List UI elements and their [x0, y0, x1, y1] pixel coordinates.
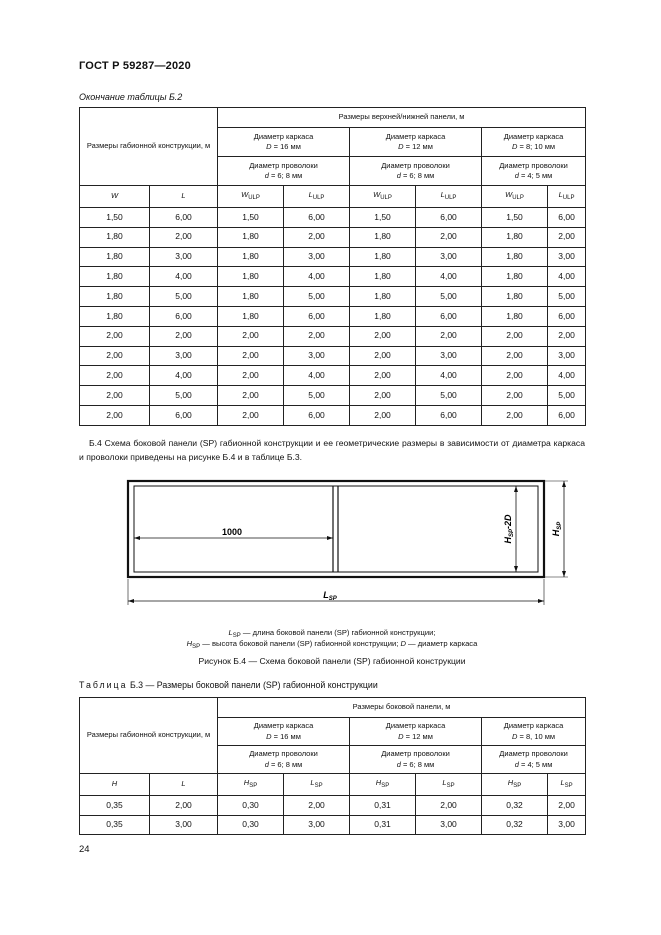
var-cell: H: [80, 774, 150, 796]
var-cell: $L_{ULP}$: [284, 186, 350, 208]
table-cell: 2,00: [80, 386, 150, 406]
table-cell: 2,00: [80, 366, 150, 386]
table-b2-caption: Окончание таблицы Б.2: [79, 92, 183, 102]
table-cell: 1,80: [80, 267, 150, 287]
var-cell: $H_{SP}$: [350, 774, 416, 796]
arrow-head: [514, 486, 518, 492]
table-cell: 4,00: [150, 366, 218, 386]
arrow-head: [327, 536, 333, 540]
table-cell: 6,00: [548, 405, 586, 425]
frame-diameter-cell: Диаметр каркаса D = 16 мм: [218, 718, 350, 746]
table-cell: 2,00: [350, 366, 416, 386]
wire-diameter-cell: Диаметр проволоки d = 4; 5 мм: [482, 157, 586, 186]
table-cell: 3,00: [548, 815, 586, 835]
table-row: [80, 405, 586, 425]
var-cell: $W_{ULP}$: [482, 186, 548, 208]
table-row: [80, 287, 586, 307]
table-cell: 4,00: [548, 267, 586, 287]
page-number: 24: [79, 844, 90, 855]
table-b3-variables-row: [80, 774, 586, 796]
arrow-head: [128, 599, 134, 603]
table-cell: 4,00: [284, 366, 350, 386]
table-cell: 4,00: [548, 366, 586, 386]
table-row: [80, 247, 586, 267]
table-cell: 2,00: [482, 386, 548, 406]
table-cell: 2,00: [416, 326, 482, 346]
table-cell: 1,80: [482, 247, 548, 267]
table-cell: 2,00: [80, 346, 150, 366]
table-cell: 3,00: [284, 346, 350, 366]
table-cell: 2,00: [482, 326, 548, 346]
table-cell: 1,80: [218, 287, 284, 307]
var-cell: $H_{SP}$: [482, 774, 548, 796]
table-cell: 2,00: [350, 326, 416, 346]
table-cell: 4,00: [284, 267, 350, 287]
wire-diameter-cell: Диаметр проволоки d = 6; 8 мм: [350, 746, 482, 774]
table-cell: 1,80: [350, 287, 416, 307]
table-cell: 0,30: [218, 815, 284, 835]
table-cell: 2,00: [218, 366, 284, 386]
table-cell: 0,31: [350, 796, 416, 816]
frame-diameter-cell: Диаметр каркаса D = 12 мм: [350, 128, 482, 157]
table-cell: 2,00: [80, 405, 150, 425]
table-cell: 1,50: [350, 208, 416, 228]
table-b3-size-header: Размеры габионной конструкции, м: [80, 698, 218, 774]
table-cell: 0,30: [218, 796, 284, 816]
table-cell: 1,80: [350, 247, 416, 267]
table-cell: 0,32: [482, 815, 548, 835]
table-cell: 0,35: [80, 815, 150, 835]
table-row: [80, 346, 586, 366]
wire-diameter-cell: Диаметр проволоки d = 6; 8 мм: [350, 157, 482, 186]
table-cell: 1,80: [350, 306, 416, 326]
table-b2-group-header: Размеры верхней/нижней панели, м: [218, 108, 586, 128]
table-cell: 2,00: [416, 227, 482, 247]
table-cell: 2,00: [284, 326, 350, 346]
table-cell: 6,00: [548, 306, 586, 326]
dim-1000-label: 1000: [221, 527, 243, 537]
table-cell: 2,00: [482, 405, 548, 425]
table-cell: 3,00: [284, 247, 350, 267]
var-cell: $L_{SP}$: [416, 774, 482, 796]
table-cell: 2,00: [482, 346, 548, 366]
table-cell: 3,00: [416, 346, 482, 366]
table-cell: 6,00: [548, 208, 586, 228]
table-cell: 3,00: [150, 815, 218, 835]
var-cell: L: [150, 774, 218, 796]
var-cell: $L_{SP}$: [284, 774, 350, 796]
figure-legend-line-2: $H_{SP}$ — высота боковой панели (SP) габионной конструкции; D — диаметр каркаса: [186, 639, 478, 650]
table-cell: 4,00: [416, 267, 482, 287]
table-cell: 6,00: [284, 208, 350, 228]
table-cell: 6,00: [150, 405, 218, 425]
table-cell: 1,80: [218, 247, 284, 267]
table-cell: 6,00: [416, 405, 482, 425]
arrow-head: [562, 481, 566, 487]
table-cell: 2,00: [284, 796, 350, 816]
table-cell: 2,00: [416, 796, 482, 816]
var-cell: $L_{ULP}$: [416, 186, 482, 208]
frame-diameter-cell: Диаметр каркаса D = 16 мм: [218, 128, 350, 157]
table-cell: 5,00: [416, 287, 482, 307]
table-cell: 5,00: [416, 386, 482, 406]
figure-b4-caption: Рисунок Б.4 — Схема боковой панели (SP) габионной конструкции: [198, 656, 466, 666]
table-cell: 0,35: [80, 796, 150, 816]
table-cell: 2,00: [218, 386, 284, 406]
table-cell: 1,80: [218, 267, 284, 287]
table-cell: 6,00: [416, 208, 482, 228]
table-row: [80, 815, 586, 835]
table-cell: 2,00: [150, 326, 218, 346]
table-cell: 1,80: [218, 306, 284, 326]
table-cell: 1,80: [482, 227, 548, 247]
frame-diameter-cell: Диаметр каркаса D = 8; 10 мм: [482, 128, 586, 157]
var-cell: $H_{SP}$: [218, 774, 284, 796]
table-cell: 0,32: [482, 796, 548, 816]
table-cell: 2,00: [150, 227, 218, 247]
table-cell: 3,00: [548, 247, 586, 267]
table-cell: 2,00: [548, 227, 586, 247]
arrow-head: [514, 566, 518, 572]
dim-lsp-label: $L_{SP}$: [323, 590, 337, 602]
table-cell: 5,00: [150, 386, 218, 406]
frame-diameter-cell: Диаметр каркаса D = 8, 10 мм: [482, 718, 586, 746]
table-b2: [79, 107, 586, 426]
panel-outer-frame: [128, 481, 544, 577]
var-cell: $L_{ULP}$: [548, 186, 586, 208]
table-cell: 3,00: [150, 346, 218, 366]
wire-diameter-cell: Диаметр проволоки d = 6; 8 мм: [218, 746, 350, 774]
var-cell: L: [150, 186, 218, 208]
var-cell: $L_{SP}$: [548, 774, 586, 796]
table-cell: 1,80: [80, 247, 150, 267]
table-cell: 2,00: [218, 346, 284, 366]
table-cell: 3,00: [416, 815, 482, 835]
table-cell: 5,00: [548, 386, 586, 406]
table-cell: 6,00: [150, 208, 218, 228]
table-cell: 2,00: [350, 386, 416, 406]
table-cell: 2,00: [284, 227, 350, 247]
table-cell: 3,00: [416, 247, 482, 267]
wire-diameter-cell: Диаметр проволоки d = 6; 8 мм: [218, 157, 350, 186]
table-cell: 6,00: [284, 405, 350, 425]
wire-diameter-cell: Диаметр проволоки d = 4; 5 мм: [482, 746, 586, 774]
table-cell: 1,80: [482, 306, 548, 326]
table-cell: 2,00: [548, 326, 586, 346]
table-row: [80, 306, 586, 326]
arrow-head: [538, 599, 544, 603]
table-cell: 2,00: [150, 796, 218, 816]
table-cell: 1,80: [80, 227, 150, 247]
table-cell: 1,80: [80, 287, 150, 307]
table-b3-group-header: Размеры боковой панели, м: [218, 698, 586, 718]
var-cell: $W_{ULP}$: [218, 186, 284, 208]
table-b2-variables-row: [80, 186, 586, 208]
table-cell: 2,00: [80, 326, 150, 346]
table-cell: 1,80: [350, 267, 416, 287]
table-cell: 5,00: [284, 386, 350, 406]
table-cell: 5,00: [284, 287, 350, 307]
table-b2-size-header: Размеры габионной конструкции, м: [80, 108, 218, 186]
dim-hsp-label: $H_{SP}$: [551, 521, 563, 537]
table-cell: 4,00: [150, 267, 218, 287]
figure-b4-diagram: [120, 474, 580, 606]
table-cell: 1,50: [218, 208, 284, 228]
table-cell: 2,00: [350, 405, 416, 425]
table-cell: 1,80: [218, 227, 284, 247]
table-cell: 1,50: [80, 208, 150, 228]
var-cell: W: [80, 186, 150, 208]
document-standard-title: ГОСТ Р 59287—2020: [79, 60, 191, 72]
table-cell: 3,00: [548, 346, 586, 366]
table-cell: 2,00: [350, 346, 416, 366]
var-cell: $W_{ULP}$: [350, 186, 416, 208]
table-row: [80, 386, 586, 406]
table-cell: 1,80: [482, 287, 548, 307]
paragraph-b4: Б.4 Схема боковой панели (SP) габионной конструкции и ее геометрические размеры в зависимости от диаметра каркаса и проволоки приведены на рисунке Б.4 и в таблице Б.3.: [79, 438, 585, 462]
table-row: [80, 796, 586, 816]
table-cell: 1,50: [482, 208, 548, 228]
table-cell: 5,00: [548, 287, 586, 307]
table-cell: 6,00: [150, 306, 218, 326]
table-cell: 2,00: [218, 405, 284, 425]
arrow-head: [562, 571, 566, 577]
frame-diameter-cell: Диаметр каркаса D = 12 мм: [350, 718, 482, 746]
table-cell: 5,00: [150, 287, 218, 307]
table-b3: [79, 697, 586, 835]
figure-legend-line-1: $L_{SP}$ — длина боковой панели (SP) габионной конструкции;: [228, 628, 436, 639]
table-b2-body: [80, 208, 586, 426]
table-cell: 3,00: [284, 815, 350, 835]
table-row: [80, 267, 586, 287]
table-b3-title: Таблица Б.3 — Размеры боковой панели (SP) габионной конструкции: [79, 680, 378, 690]
table-cell: 1,80: [80, 306, 150, 326]
panel-inner-frame: [134, 486, 538, 572]
table-cell: 3,00: [150, 247, 218, 267]
dim-hsp-2d-label: $H_{SP}-2D$: [503, 514, 515, 544]
table-cell: 6,00: [416, 306, 482, 326]
table-cell: 6,00: [284, 306, 350, 326]
table-cell: 2,00: [548, 796, 586, 816]
table-cell: 2,00: [482, 366, 548, 386]
table-cell: 0,31: [350, 815, 416, 835]
table-b3-body: [80, 796, 586, 835]
table-row: [80, 208, 586, 228]
arrow-head: [134, 536, 140, 540]
table-row: [80, 227, 586, 247]
table-cell: 1,80: [350, 227, 416, 247]
table-cell: 4,00: [416, 366, 482, 386]
table-cell: 1,80: [482, 267, 548, 287]
table-row: [80, 366, 586, 386]
table-row: [80, 326, 586, 346]
table-cell: 2,00: [218, 326, 284, 346]
